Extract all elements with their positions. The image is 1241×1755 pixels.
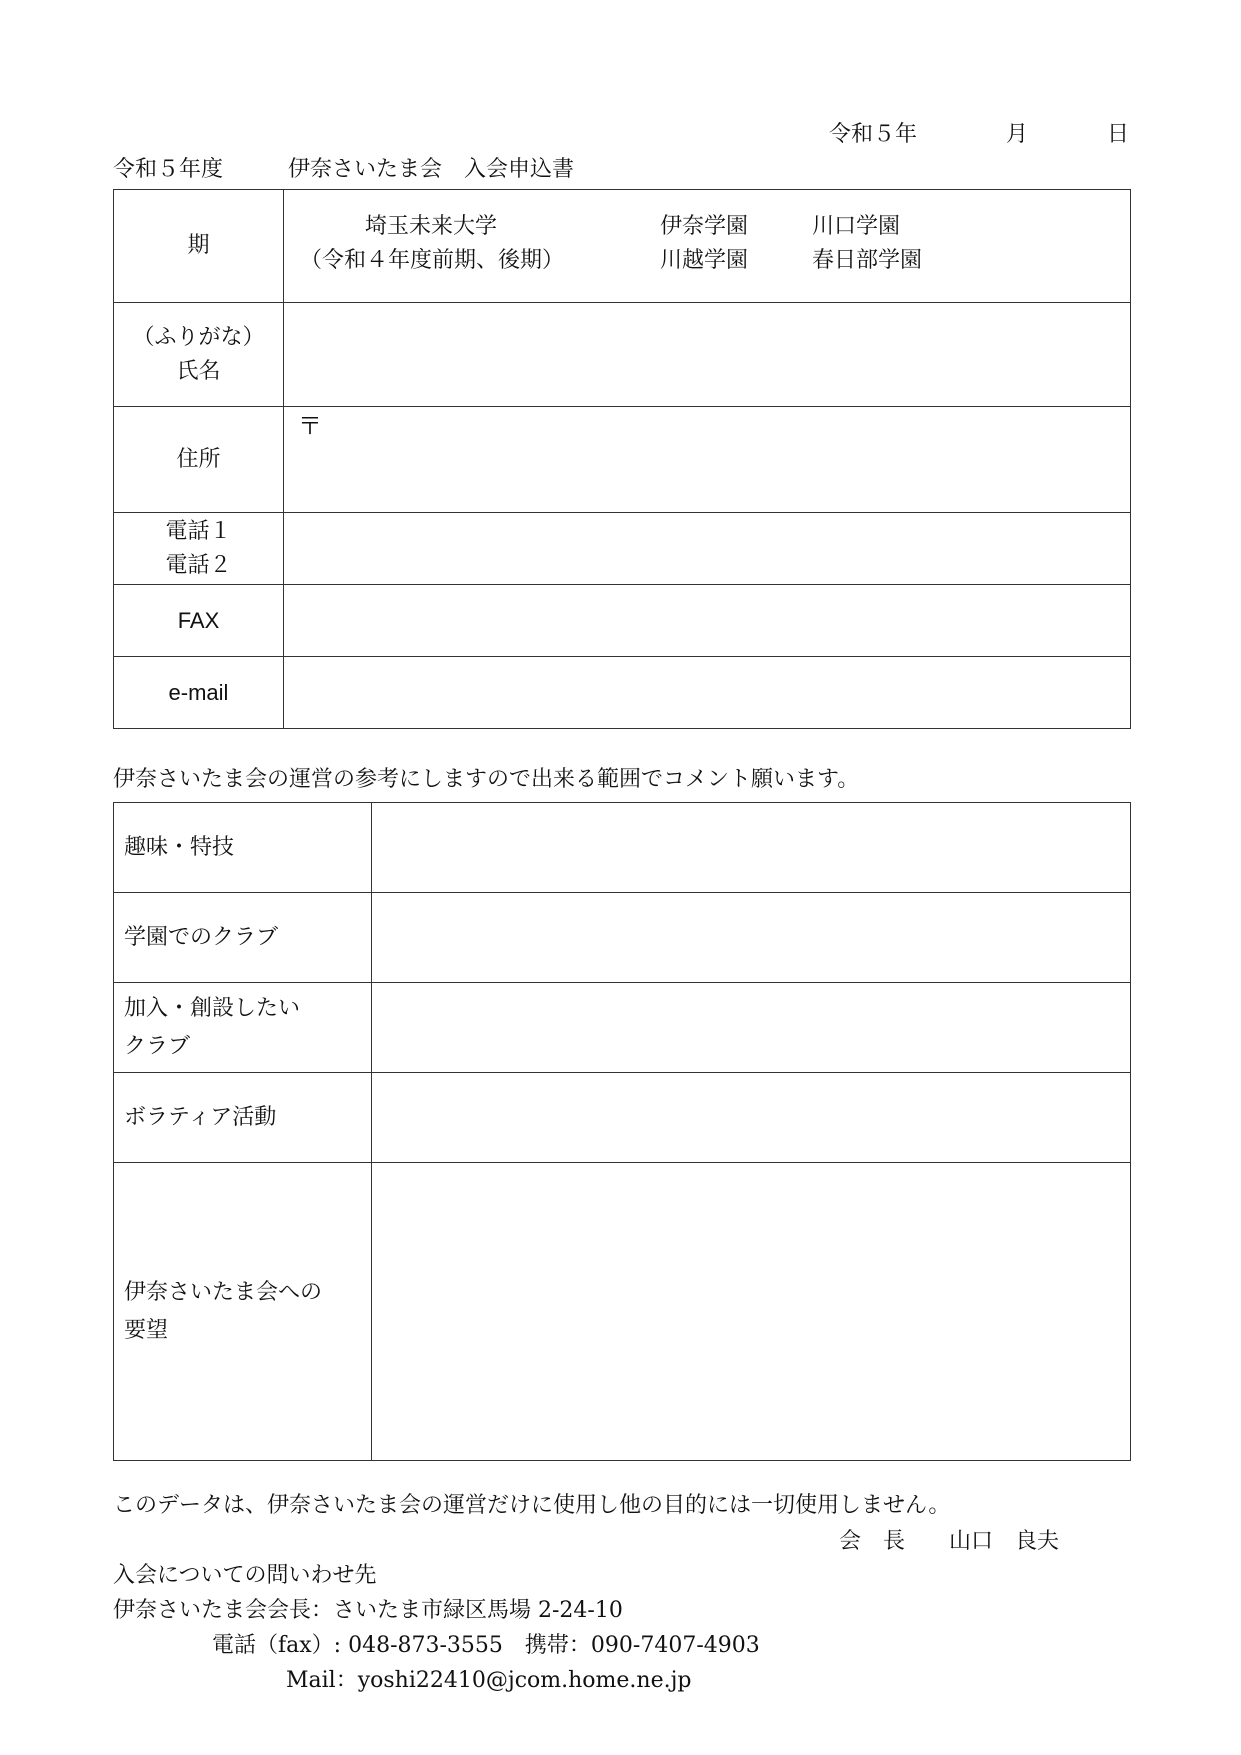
row-request: [114, 1163, 1131, 1461]
label-ki: 期: [114, 190, 284, 303]
row-phone: [114, 513, 1131, 585]
option-kasukabe-gakuen[interactable]: 春日部学園: [812, 248, 923, 273]
label-club: 学園でのクラブ: [114, 893, 372, 983]
option-saitama-mirai-univ[interactable]: 埼玉未来大学: [365, 214, 498, 239]
row-hobby: [114, 803, 1131, 893]
option-kawaguchi-gakuen[interactable]: 川口学園: [812, 214, 901, 239]
label-name-cell: [114, 303, 284, 407]
application-form-table: [113, 189, 1131, 729]
date-day: 日: [1107, 122, 1130, 147]
name-field[interactable]: [284, 303, 1131, 407]
label-join-club-line2: クラブ: [124, 1033, 191, 1059]
row-club: [114, 893, 1131, 983]
label-request-line1: 伊奈さいたま会への: [124, 1279, 323, 1305]
label-address: 住所: [114, 407, 284, 513]
phone-field[interactable]: [284, 513, 1131, 585]
request-field[interactable]: [372, 1163, 1131, 1461]
label-phone2: 電話２: [165, 552, 232, 578]
label-phone-cell: [114, 513, 284, 585]
document-year: 令和５年度: [113, 157, 224, 182]
president-name: 会 長 山口 良夫: [839, 1529, 1060, 1554]
label-join-club-line1: 加入・創設したい: [124, 995, 301, 1021]
row-join-club: [114, 983, 1131, 1073]
label-name: 氏名: [176, 358, 221, 384]
contact-phone: 電話（fax）: 048-873-3555 携帯：090-7407-4903: [212, 1633, 760, 1658]
label-volunteer: ボラティア活動: [114, 1073, 372, 1163]
contact-mail: Mail：yoshi22410@jcom.home.ne.jp: [286, 1668, 692, 1693]
label-request-cell: [114, 1163, 372, 1461]
postal-mark: 〒: [298, 413, 322, 440]
document-title: 伊奈さいたま会 入会申込書: [288, 157, 575, 182]
row-email: [114, 657, 1131, 729]
label-hobby: 趣味・特技: [114, 803, 372, 893]
option-kawagoe-gakuen[interactable]: 川越学園: [660, 248, 749, 273]
row-volunteer: [114, 1073, 1131, 1163]
option-ina-gakuen[interactable]: 伊奈学園: [660, 214, 749, 239]
row-name: [114, 303, 1131, 407]
label-phone1: 電話１: [165, 518, 232, 544]
ki-options-cell[interactable]: [284, 190, 1131, 303]
date-month: 月: [1006, 122, 1029, 147]
label-email: e-mail: [114, 657, 284, 729]
fax-field[interactable]: [284, 585, 1131, 657]
contact-heading: 入会についての問いわせ先: [113, 1563, 377, 1588]
label-furigana: （ふりがな）: [132, 324, 265, 350]
email-field[interactable]: [284, 657, 1131, 729]
privacy-notice: このデータは、伊奈さいたま会の運営だけに使用し他の目的には一切使用しません。: [113, 1493, 951, 1518]
label-fax: FAX: [114, 585, 284, 657]
date-era: 令和５年: [829, 122, 918, 147]
row-address: [114, 407, 1131, 513]
comment-intro: 伊奈さいたま会の運営の参考にしますので出来る範囲でコメント願います。: [113, 767, 860, 792]
label-request-line2: 要望: [124, 1317, 169, 1343]
label-join-club-cell: [114, 983, 372, 1073]
option-univ-note: （令和４年度前期、後期）: [300, 248, 565, 273]
row-ki: [114, 190, 1131, 303]
contact-address: 伊奈さいたま会会長：さいたま市緑区馬場 2-24-10: [113, 1598, 623, 1623]
row-fax: [114, 585, 1131, 657]
address-field[interactable]: [284, 407, 1131, 513]
join-club-field[interactable]: [372, 983, 1131, 1073]
volunteer-field[interactable]: [372, 1073, 1131, 1163]
comment-table: [113, 802, 1131, 1461]
hobby-field[interactable]: [372, 803, 1131, 893]
club-field[interactable]: [372, 893, 1131, 983]
